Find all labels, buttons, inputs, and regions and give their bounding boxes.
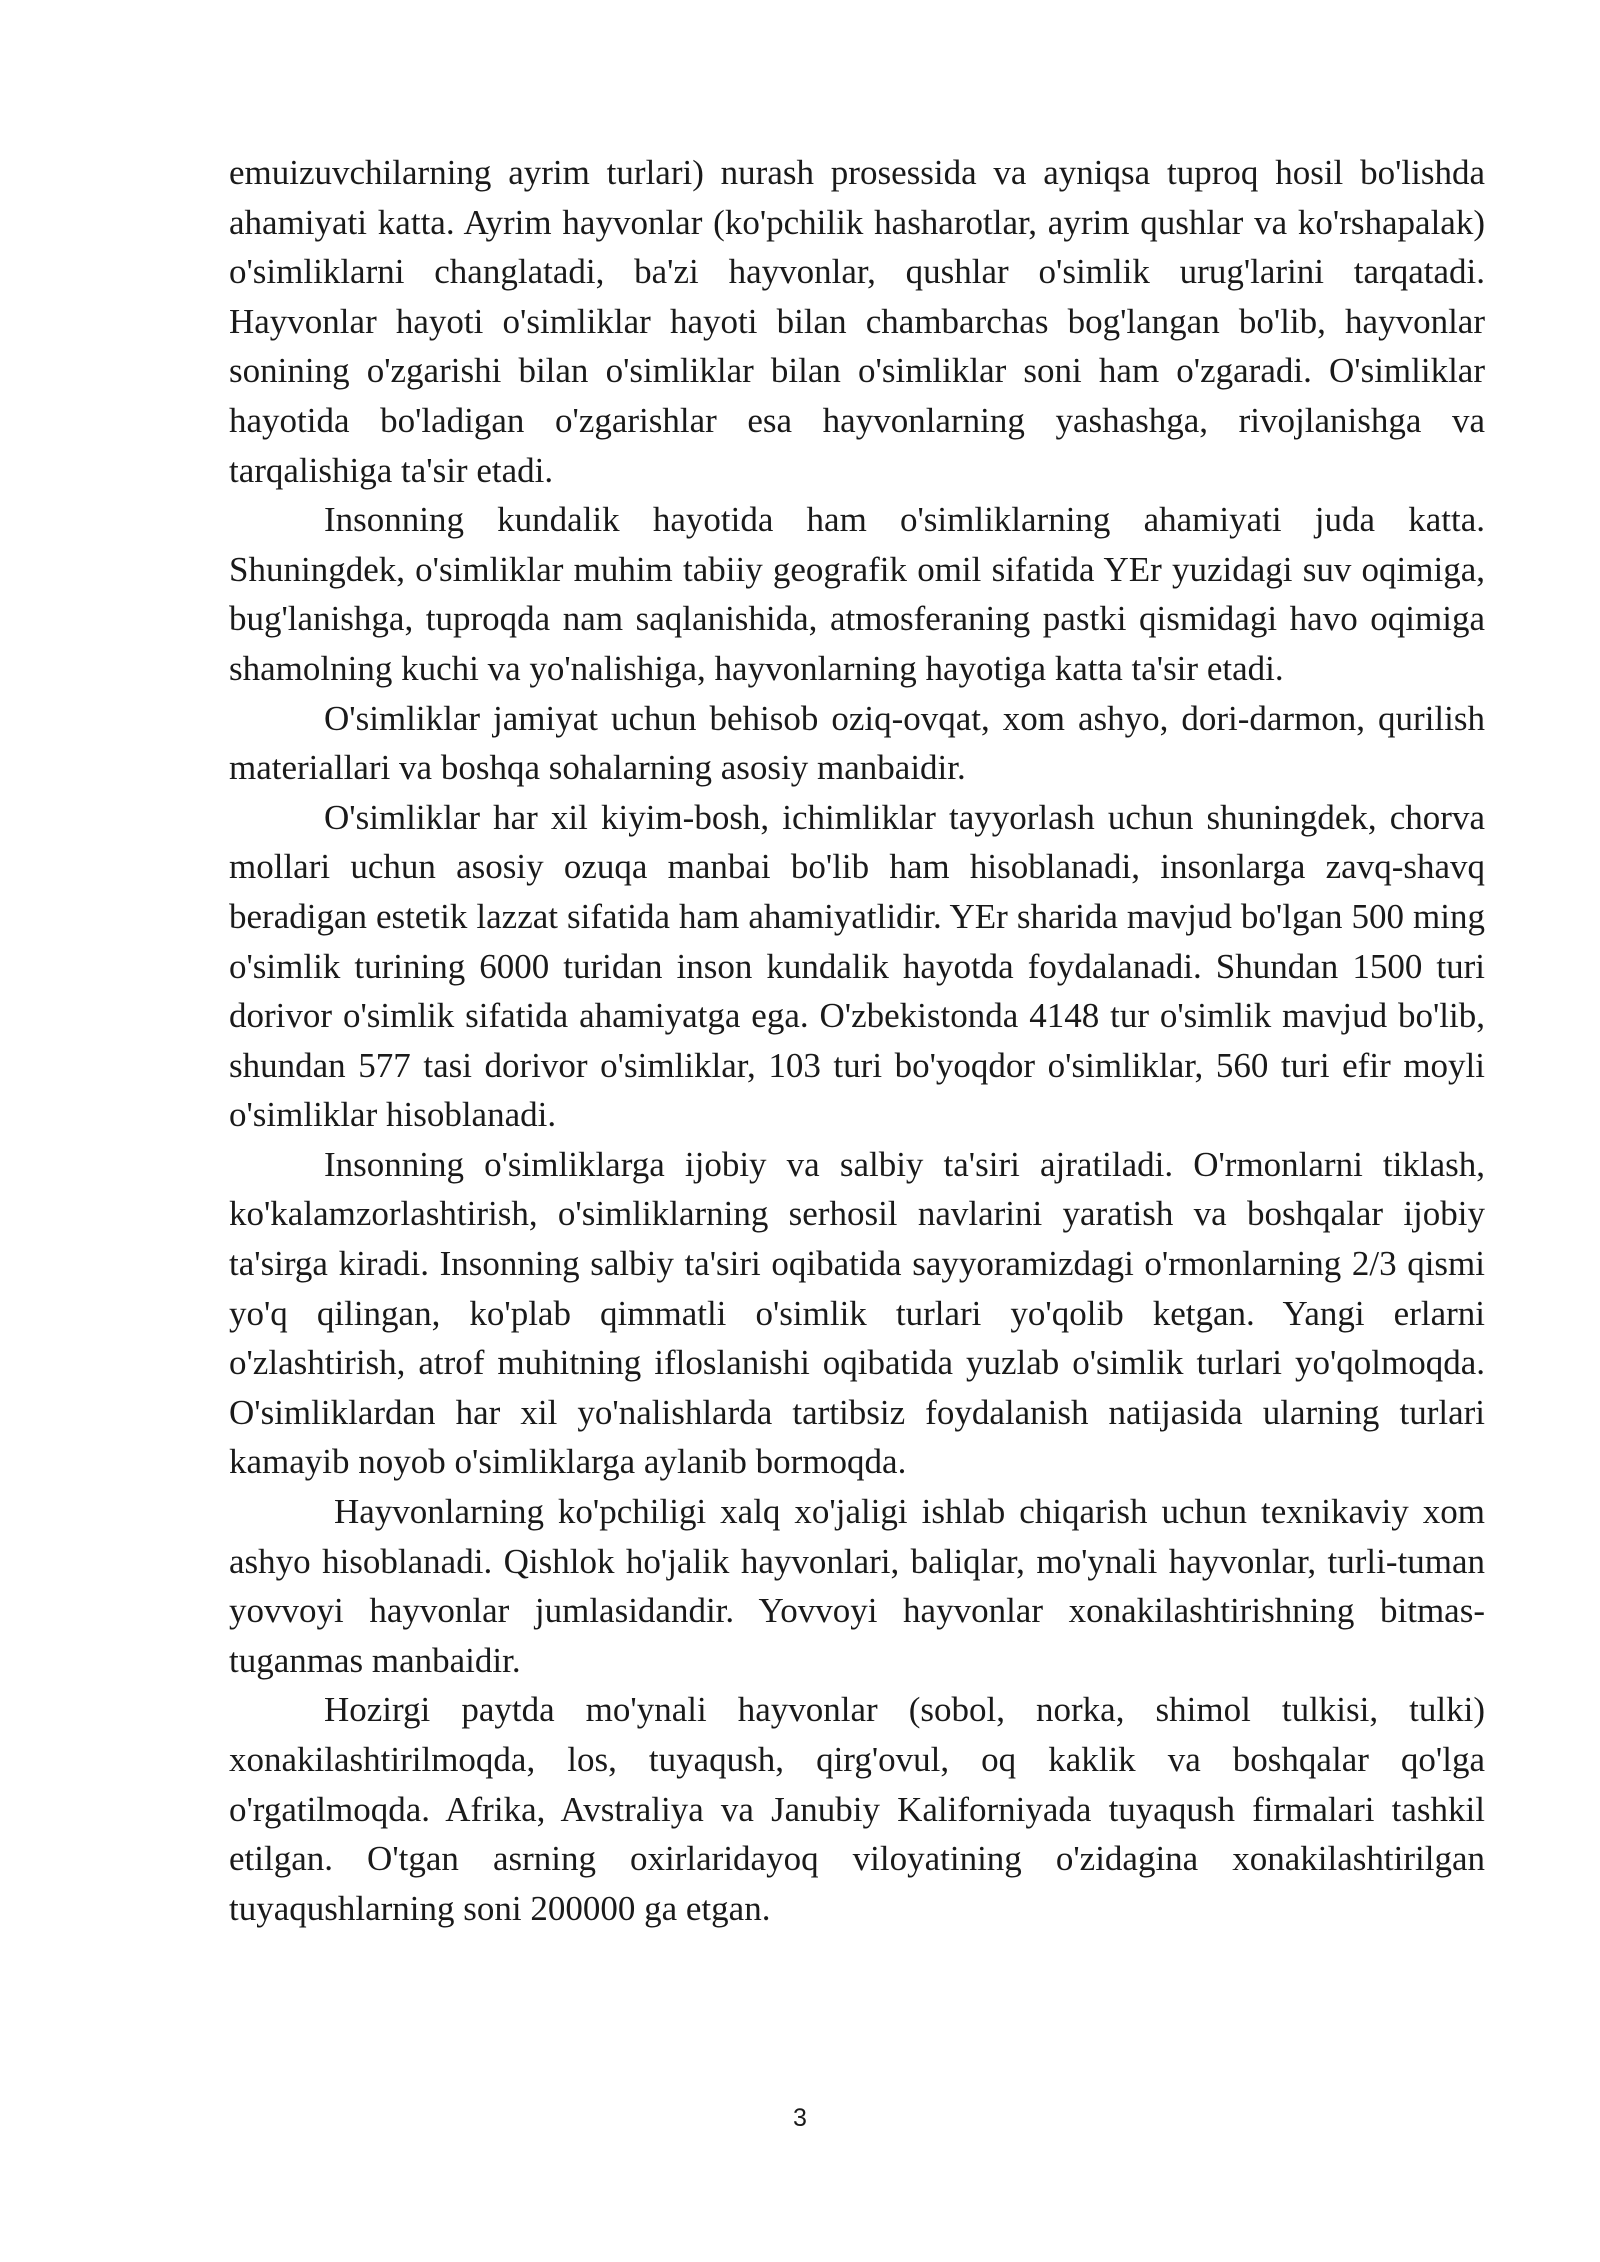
- page-number: 3: [793, 2104, 807, 2132]
- paragraph-3: O'simliklar jamiyat uchun behisob oziq-ovqat, xom ashyo, dori-darmon, qurilish materiallari va boshqa sohalarning asosiy manbaidir.: [229, 698, 1485, 788]
- body-text: [229, 148, 1485, 1933]
- paragraph-6: Hayvonlarning ko'pchiligi xalq xo'jaligi ishlab chiqarish uchun texnikaviy xom ashyo hisoblanadi. Qishlok ho'jalik hayvonlari, baliqlar, mo'ynali hayvonlar, turli-tuman yovvoyi hayvonlar jumlasidandir. Yovvoyi hayvonlar xonakilashtirishning bitmas-tuganmas manbaidir.: [229, 1492, 1485, 1680]
- paragraph-1: emuizuvchilarning ayrim turlari) nurash prosessida va ayniqsa tuproq hosil bo'lishda ahamiyati katta. Ayrim hayvonlar (ko'pchilik hasharotlar, ayrim qushlar va ko'rshapalak) o'simliklarni changlatadi, ba'zi hayvonlar, qushlar o'simlik urug'larini tarqatadi. Hayvonlar hayoti o'simliklar hayoti bilan chambarchas bog'langan bo'lib, hayvonlar sonining o'zgarishi bilan o'simliklar bilan o'simliklar soni ham o'zgaradi. O'simliklar hayotida bo'ladigan o'zgarishlar esa hayvonlarning yashashga, rivojlanishga va tarqalishiga ta'sir etadi.: [229, 153, 1485, 490]
- paragraph-2: Insonning kundalik hayotida ham o'simliklarning ahamiyati juda katta. Shuningdek, o'simliklar muhim tabiiy geografik omil sifatida YEr yuzidagi suv oqimiga, bug'lanishga, tuproqda nam saqlanishida, atmosferaning pastki qismidagi havo oqimiga shamolning kuchi va yo'nalishiga, hayvonlarning hayotiga katta ta'sir etadi.: [229, 500, 1485, 688]
- paragraph-4: O'simliklar har xil kiyim-bosh, ichimliklar tayyorlash uchun shuningdek, chorva mollari uchun asosiy ozuqa manbai bo'lib ham hisoblanadi, insonlarga zavq-shavq beradigan estetik lazzat sifatida ham ahamiyatlidir. YEr sharida mavjud bo'lgan 500 ming o'simlik turining 6000 turidan inson kundalik hayotda foydalanadi. Shundan 1500 turi dorivor o'simlik sifatida ahamiyatga ega. O'zbekistonda 4148 tur o'simlik mavjud bo'lib, shundan 577 tasi dorivor o'simliklar, 103 turi bo'yoqdor o'simliklar, 560 turi efir moyli o'simliklar hisoblanadi.: [229, 797, 1485, 1135]
- paragraph-5: Insonning o'simliklarga ijobiy va salbiy ta'siri ajratiladi. O'rmonlarni tiklash, ko'kalamzorlashtirish, o'simliklarning serhosil navlarini yaratish va boshqalar ijobiy ta'sirga kiradi. Insonning salbiy ta'siri oqibatida sayyoramizdagi o'rmonlarning 2/3 qismi yo'q qilingan, ko'plab qimmatli o'simlik turlari yo'qolib ketgan. Yangi erlarni o'zlashtirish, atrof muhitning ifloslanishi oqibatida yuzlab o'simlik turlari yo'qolmoqda. O'simliklardan har xil yo'nalishlarda tartibsiz foydalanish natijasida ularning turlari kamayib noyob o'simliklarga aylanib bormoqda.: [229, 1144, 1485, 1482]
- paragraph-7: Hozirgi paytda mo'ynali hayvonlar (sobol, norka, shimol tulkisi, tulki) xonakilashtirilmoqda, los, tuyaqush, qirg'ovul, oq kaklik va boshqalar qo'lga o'rgatilmoqda. Afrika, Avstraliya va Janubiy Kaliforniyada tuyaqush firmalari tashkil etilgan. O'tgan asrning oxirlaridayoq viloyatining o'zidagina xonakilashtirilgan tuyaqushlarning soni 200000 ga etgan.: [229, 1690, 1485, 1928]
